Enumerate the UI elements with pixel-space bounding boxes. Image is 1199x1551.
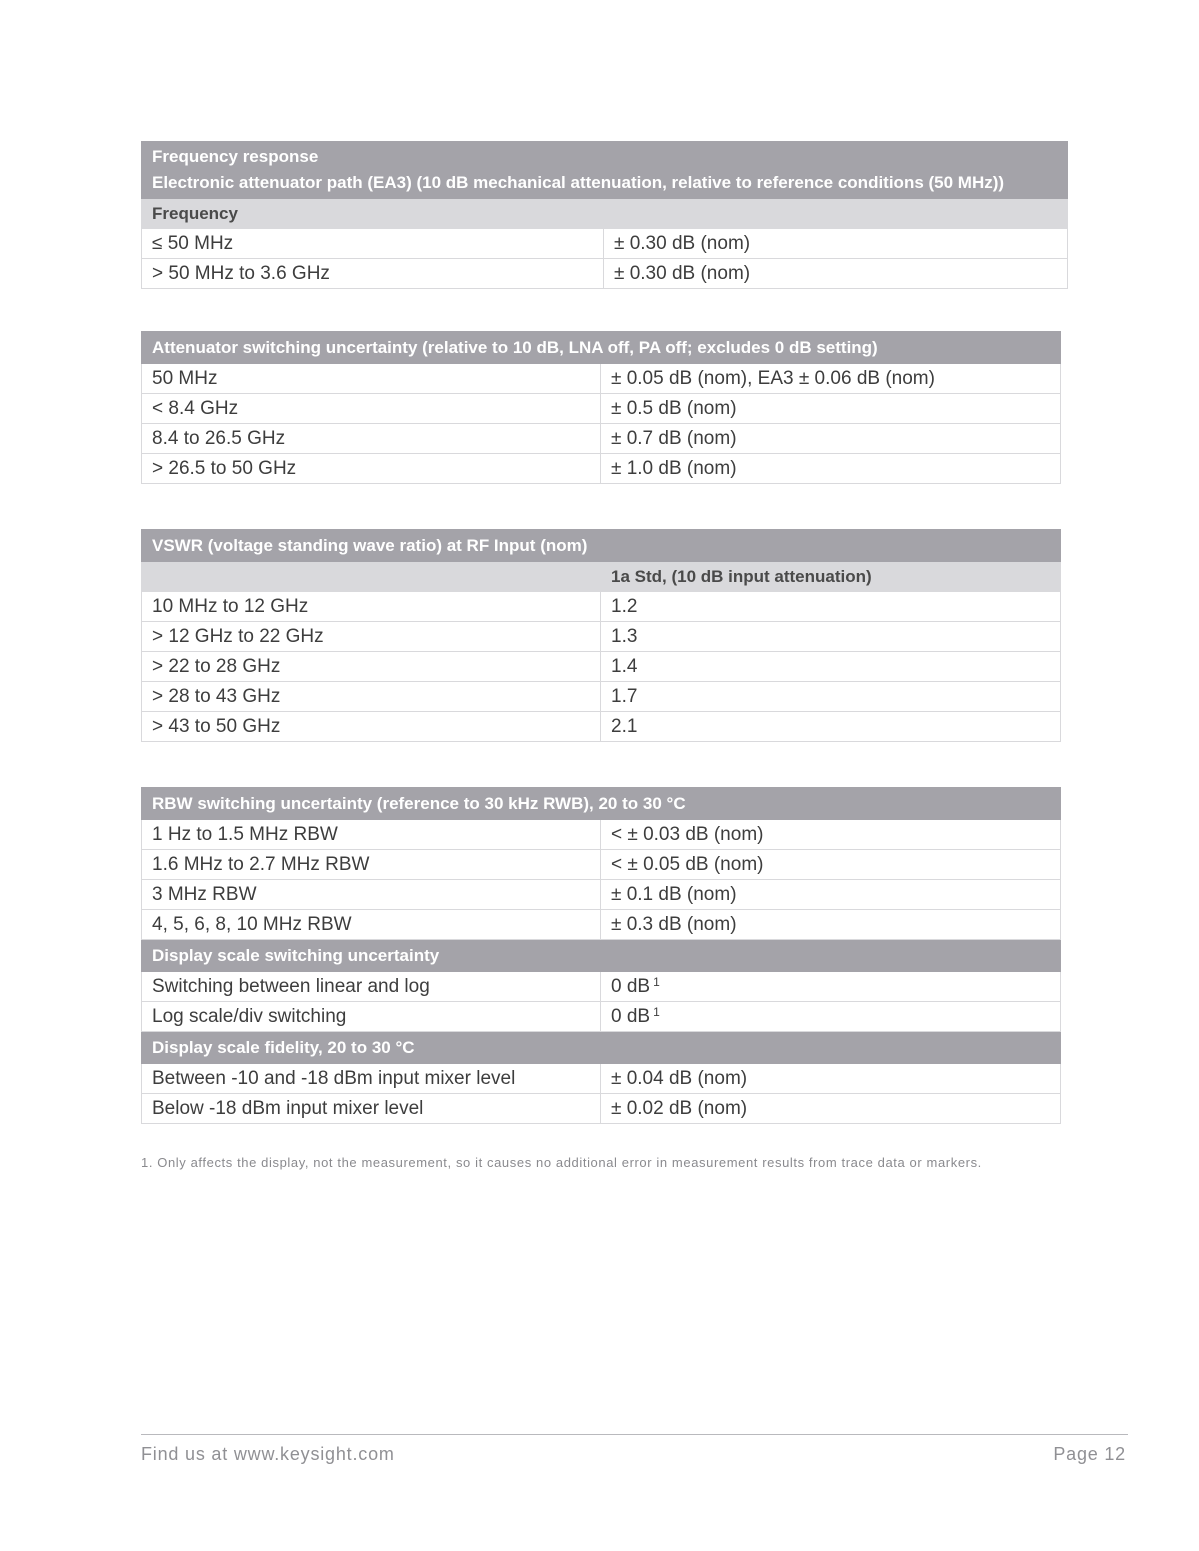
row-value: 1.4 [601,652,1061,682]
row-label: 8.4 to 26.5 GHz [142,424,601,454]
row-label: > 50 MHz to 3.6 GHz [142,259,604,289]
row-label: 50 MHz [142,364,601,394]
table-subheader [142,562,1061,592]
row-value: 1.3 [601,622,1061,652]
row-value: ± 0.04 dB (nom) [601,1064,1061,1094]
row-label: 1 Hz to 1.5 MHz RBW [142,820,601,850]
section-title: Display scale switching uncertainty [142,940,1061,972]
section-header [142,1032,1061,1064]
row-value: 0 dB [611,976,651,997]
row-label: Between -10 and -18 dBm input mixer level [142,1064,601,1094]
frequency-response-table [141,141,1068,289]
table-subtitle: Electronic attenuator path (EA3) (10 dB mechanical attenuation, relative to reference conditions (50 MHz)) [152,173,1005,192]
table-row [142,1094,1061,1124]
row-label: < 8.4 GHz [142,394,601,424]
row-value: ± 0.7 dB (nom) [601,424,1061,454]
table-row [142,229,1068,259]
table-header [142,788,1061,820]
row-value: ± 0.1 dB (nom) [601,880,1061,910]
row-value-cell [601,972,1061,1002]
row-value: 2.1 [601,712,1061,742]
column-header: 1a Std, (10 dB input attenuation) [601,562,1061,592]
table-title: VSWR (voltage standing wave ratio) at RF Input (nom) [142,530,1061,562]
row-label: > 22 to 28 GHz [142,652,601,682]
table-row [142,592,1061,622]
table-title: Attenuator switching uncertainty (relative to 10 dB, LNA off, PA off; excludes 0 dB setting) [142,332,1061,364]
row-value: < ± 0.05 dB (nom) [601,850,1061,880]
row-label: Log scale/div switching [142,1002,601,1032]
section-header [142,940,1061,972]
row-value: ± 0.02 dB (nom) [601,1094,1061,1124]
row-value: 1.2 [601,592,1061,622]
row-value: ± 0.5 dB (nom) [601,394,1061,424]
empty-header-cell [142,562,601,592]
row-label: > 26.5 to 50 GHz [142,454,601,484]
row-label: 1.6 MHz to 2.7 MHz RBW [142,850,601,880]
row-value: ± 1.0 dB (nom) [601,454,1061,484]
row-label: ≤ 50 MHz [142,229,604,259]
section-title: Display scale fidelity, 20 to 30 °C [142,1032,1061,1064]
row-label: 4, 5, 6, 8, 10 MHz RBW [142,910,601,940]
footnote-marker: 1 [653,975,660,989]
table-header [142,530,1061,562]
table-row [142,652,1061,682]
table-row [142,682,1061,712]
table-row [142,712,1061,742]
row-label: > 12 GHz to 22 GHz [142,622,601,652]
row-value: 1.7 [601,682,1061,712]
footnote-marker: 1 [653,1005,660,1019]
row-value: ± 0.3 dB (nom) [601,910,1061,940]
row-value: ± 0.30 dB (nom) [604,229,1068,259]
table-title: Frequency response [152,147,319,166]
table-row [142,364,1061,394]
footer-website-link[interactable]: Find us at www.keysight.com [141,1444,395,1464]
table-header [142,332,1061,364]
vswr-table [141,529,1061,742]
row-value: ± 0.30 dB (nom) [604,259,1068,289]
row-value: < ± 0.03 dB (nom) [601,820,1061,850]
table-header [142,142,1068,199]
row-label: 10 MHz to 12 GHz [142,592,601,622]
row-value: 0 dB [611,1006,651,1027]
table-row [142,259,1068,289]
row-value: ± 0.05 dB (nom), EA3 ± 0.06 dB (nom) [601,364,1061,394]
footnote: 1. Only affects the display, not the measurement, so it causes no additional error in measurement results from trace data or markers. [141,1155,982,1170]
column-header-frequency: Frequency [142,199,1068,229]
table-row [142,454,1061,484]
table-title: RBW switching uncertainty (reference to 30 kHz RWB), 20 to 30 °C [142,788,1061,820]
page-number: Page 12 [1053,1444,1126,1464]
table-row [142,394,1061,424]
attenuator-switching-table [141,331,1061,484]
row-label: > 43 to 50 GHz [142,712,601,742]
table-row [142,910,1061,940]
table-row [142,622,1061,652]
table-row [142,820,1061,850]
row-value-cell [601,1002,1061,1032]
table-row [142,850,1061,880]
rbw-display-table [141,787,1061,1124]
table-row [142,880,1061,910]
table-row [142,1002,1061,1032]
table-subheader [142,199,1068,229]
row-label: 3 MHz RBW [142,880,601,910]
footer-divider [141,1434,1128,1435]
table-row [142,1064,1061,1094]
table-row [142,424,1061,454]
row-label: > 28 to 43 GHz [142,682,601,712]
table-row [142,972,1061,1002]
row-label: Below -18 dBm input mixer level [142,1094,601,1124]
row-label: Switching between linear and log [142,972,601,1002]
